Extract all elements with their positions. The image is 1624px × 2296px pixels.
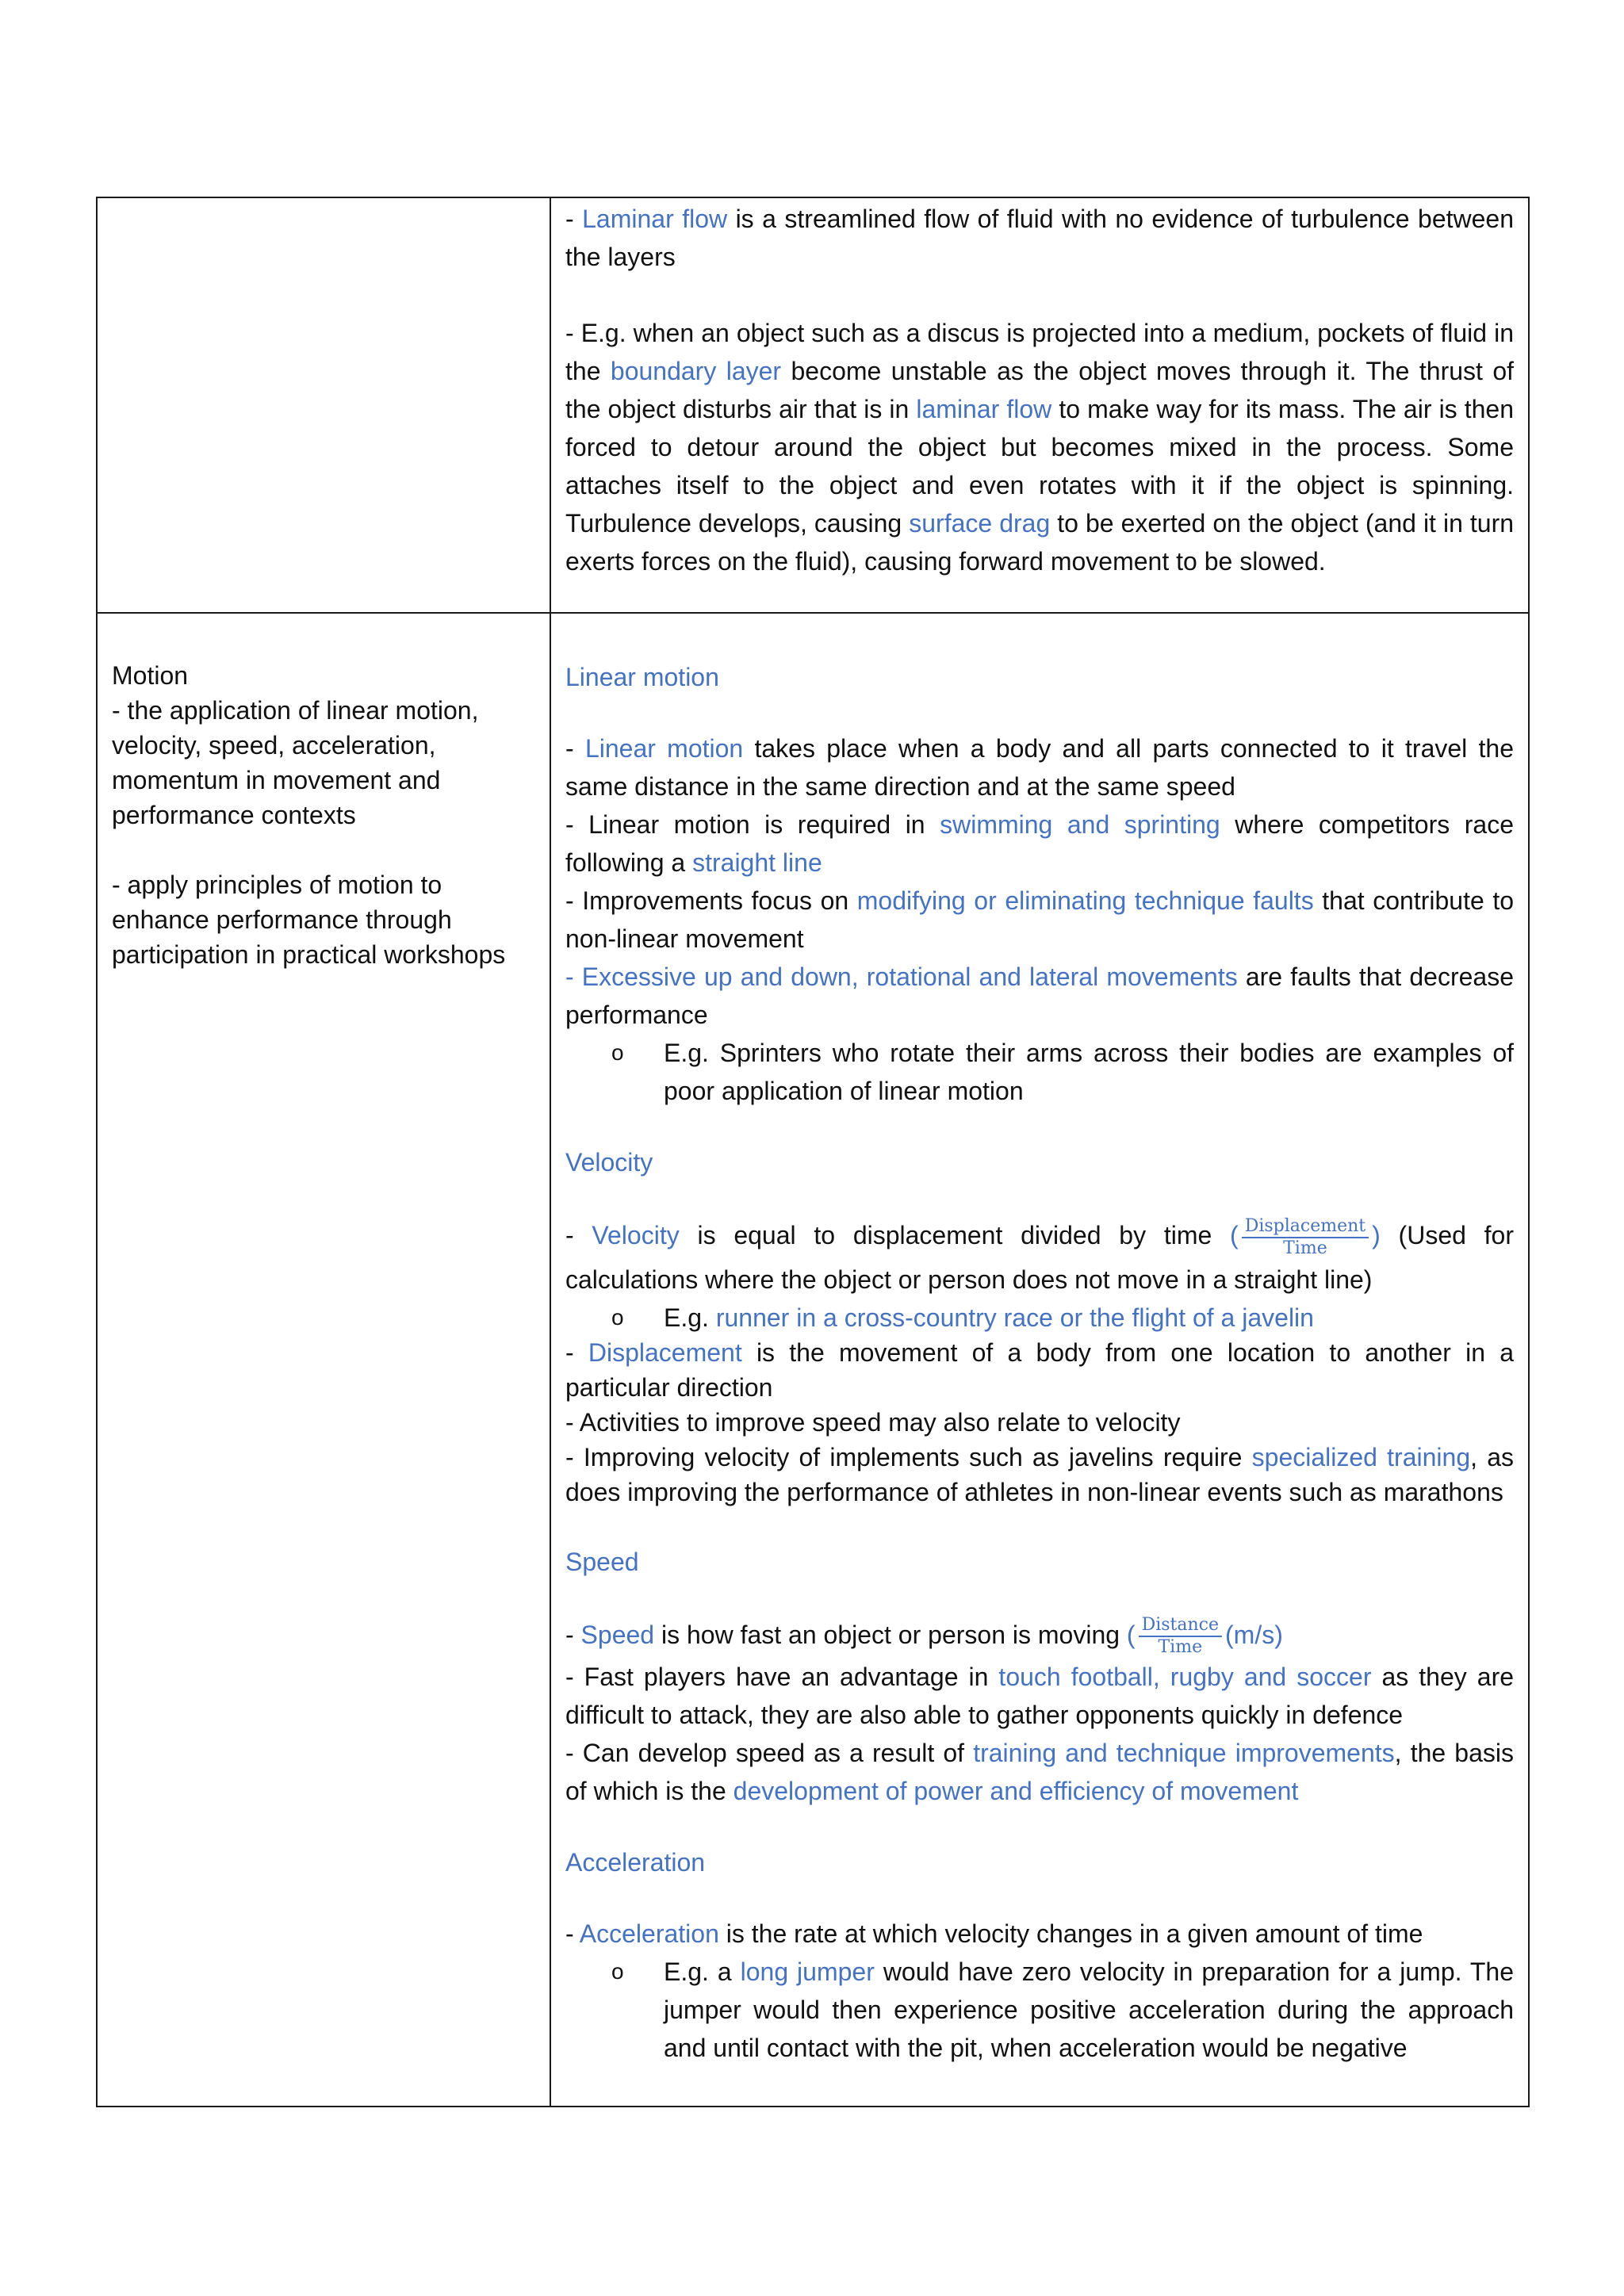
speed-definition: - Speed is how fast an object or person is moving ( $\frac{\text{Distance}}{\text{Time}}$ (m/s) (565, 1615, 1283, 1658)
velocity-speed-activities: - Activities to improve speed may also relate to velocity (565, 1407, 1181, 1437)
bullet-icon: o (611, 1959, 624, 1984)
table-row (97, 613, 1529, 2107)
list-item: o E.g. a long jumper would have zero velocity in preparation for a jump. The jumper would then experience positive acceleration during the approach and until contact with the pit, when acceleration would be negative (611, 1953, 1514, 2067)
distance-over-time-fraction: $\frac{\text{Distance}}{\text{Time}}$ (1139, 1615, 1222, 1658)
laminar-flow-definition: - Laminar flow is a streamlined flow of fluid with no evidence of turbulence between the layers (565, 205, 1515, 271)
topic-cell-motion (97, 613, 550, 2107)
linear-motion-definition: - Linear motion takes place when a body and all parts connected to it travel the same distance in the same direction and at the same speed (565, 734, 1515, 801)
discus-example: - E.g. when an object such as a discus is projected into a medium, pockets of fluid in the boundary layer become unstable as the object moves through it. The thrust of the object disturbs air that is in laminar flow to make way for its mass. The air is then forced to detour around the object but becomes mixed in the process. Some attaches itself to the object and even rotates with it if the object is spinning. Turbulence develops, causing surface drag to be exerted on the object (and it in turn exerts forces on the fluid), causing forward movement to be slowed. (565, 319, 1515, 576)
velocity-implements: - Improving velocity of implements such as javelins require specialized training, as does improving the performance of athletes in non-linear events such as marathons (565, 1442, 1515, 1506)
linear-motion-sports: - Linear motion is required in swimming and sprinting where competitors race following a straight line (565, 810, 1515, 877)
displacement-over-time-fraction: $\frac{\text{Displacement}}{\text{Time}}$ (1242, 1216, 1369, 1259)
linear-motion-faults: - Excessive up and down, rotational and lateral movements are faults that decrease performance (565, 962, 1514, 1029)
heading-acceleration: Acceleration (565, 1848, 706, 1877)
linear-motion-improvements: - Improvements focus on modifying or eliminating technique faults that contribute to non-linear movement (565, 886, 1515, 953)
velocity-definition: - Velocity is equal to displacement divided by time ( $\frac{\text{Displacement}}{\text{Time}}$ ) (Used for calculations where the object or person does not move in a straight line) (565, 1215, 1515, 1294)
table-row (97, 197, 1529, 613)
term-surface-drag: surface drag (909, 509, 1051, 538)
heading-velocity: Velocity (565, 1148, 653, 1177)
topic-title: Motion (112, 661, 189, 690)
topic-cell-empty (97, 197, 550, 613)
bullet-icon: o (611, 1304, 624, 1330)
list-item: o E.g. runner in a cross-country race or the flight of a javelin (611, 1300, 1514, 1335)
speed-team-sports: - Fast players have an advantage in touch football, rugby and soccer as they are difficult to attack, they are also able to gather opponents quickly in defence (565, 1663, 1515, 1730)
topic-outcome-2: - apply principles of motion to enhance performance through participation in practical workshops (112, 871, 506, 969)
term-laminar-flow-2: laminar flow (916, 395, 1052, 423)
acceleration-definition: - Acceleration is the rate at which velocity changes in a given amount of time (565, 1919, 1423, 1949)
notes-table (96, 197, 1530, 2107)
topic-outcome-1: - the application of linear motion, velocity, speed, acceleration, momentum in movement and performance contexts (112, 696, 479, 829)
speed-development: - Can develop speed as a result of training and technique improvements, the basis of which is the development of power and efficiency of movement (565, 1739, 1515, 1806)
bullet-icon: o (611, 1040, 624, 1065)
displacement-definition: - Displacement is the movement of a body from one location to another in a particular direction (565, 1337, 1515, 1402)
heading-speed: Speed (565, 1547, 639, 1576)
heading-linear-motion: Linear motion (565, 663, 719, 691)
term-boundary-layer: boundary layer (610, 357, 782, 385)
content-cell-motion (550, 613, 1529, 2107)
term-laminar-flow: Laminar flow (582, 205, 728, 233)
list-item: o E.g. Sprinters who rotate their arms across their bodies are examples of poor application of linear motion (611, 1034, 1514, 1110)
content-cell (550, 197, 1529, 613)
